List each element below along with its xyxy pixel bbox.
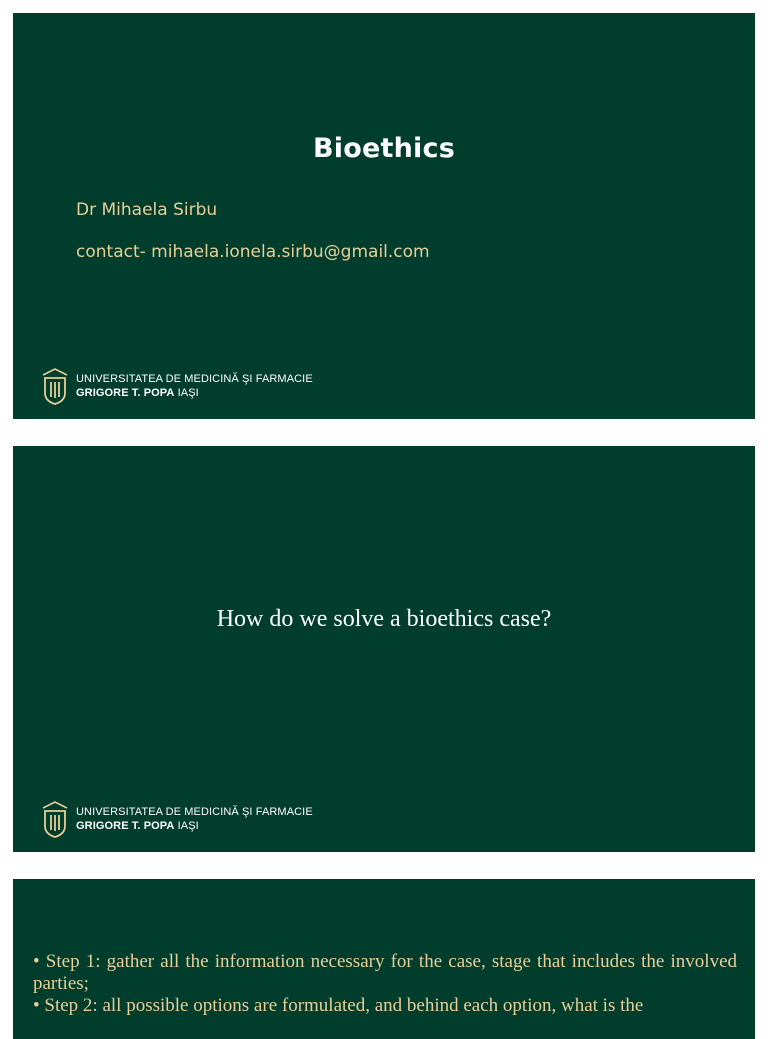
university-name-line2 [76,386,313,400]
slide-question: How do we solve a bioethics case? [216,606,552,632]
university-name [76,805,313,833]
question-slide [13,446,755,852]
university-name [76,372,313,400]
university-name-bold: GRIGORE T. POPA [76,387,175,399]
university-city: IAŞI [177,820,199,832]
steps-list [33,951,737,1017]
university-city: IAŞI [177,387,199,399]
step-item: • Step 2: all possible options are formulated, and behind each option, what is the [33,995,644,1016]
step-item: • Step 1: gather all the information necessary for the case, stage that includes the involved parties; [33,951,737,994]
university-logo [40,798,313,840]
title-slide [13,13,755,419]
university-name-line1: UNIVERSITATEA DE MEDICINĂ ŞI FARMACIE [76,373,313,385]
university-emblem-icon [40,366,70,406]
university-logo [40,365,313,407]
steps-slide [13,879,755,1039]
university-name-line2 [76,819,313,833]
university-name-bold: GRIGORE T. POPA [76,820,175,832]
university-emblem-icon [40,799,70,839]
author-name: Dr Mihaela Sirbu [76,200,218,220]
contact-email: contact- mihaela.ionela.sirbu@gmail.com [76,242,430,262]
university-name-line1: UNIVERSITATEA DE MEDICINĂ ŞI FARMACIE [76,806,313,818]
slide-title: Bioethics [313,133,455,164]
